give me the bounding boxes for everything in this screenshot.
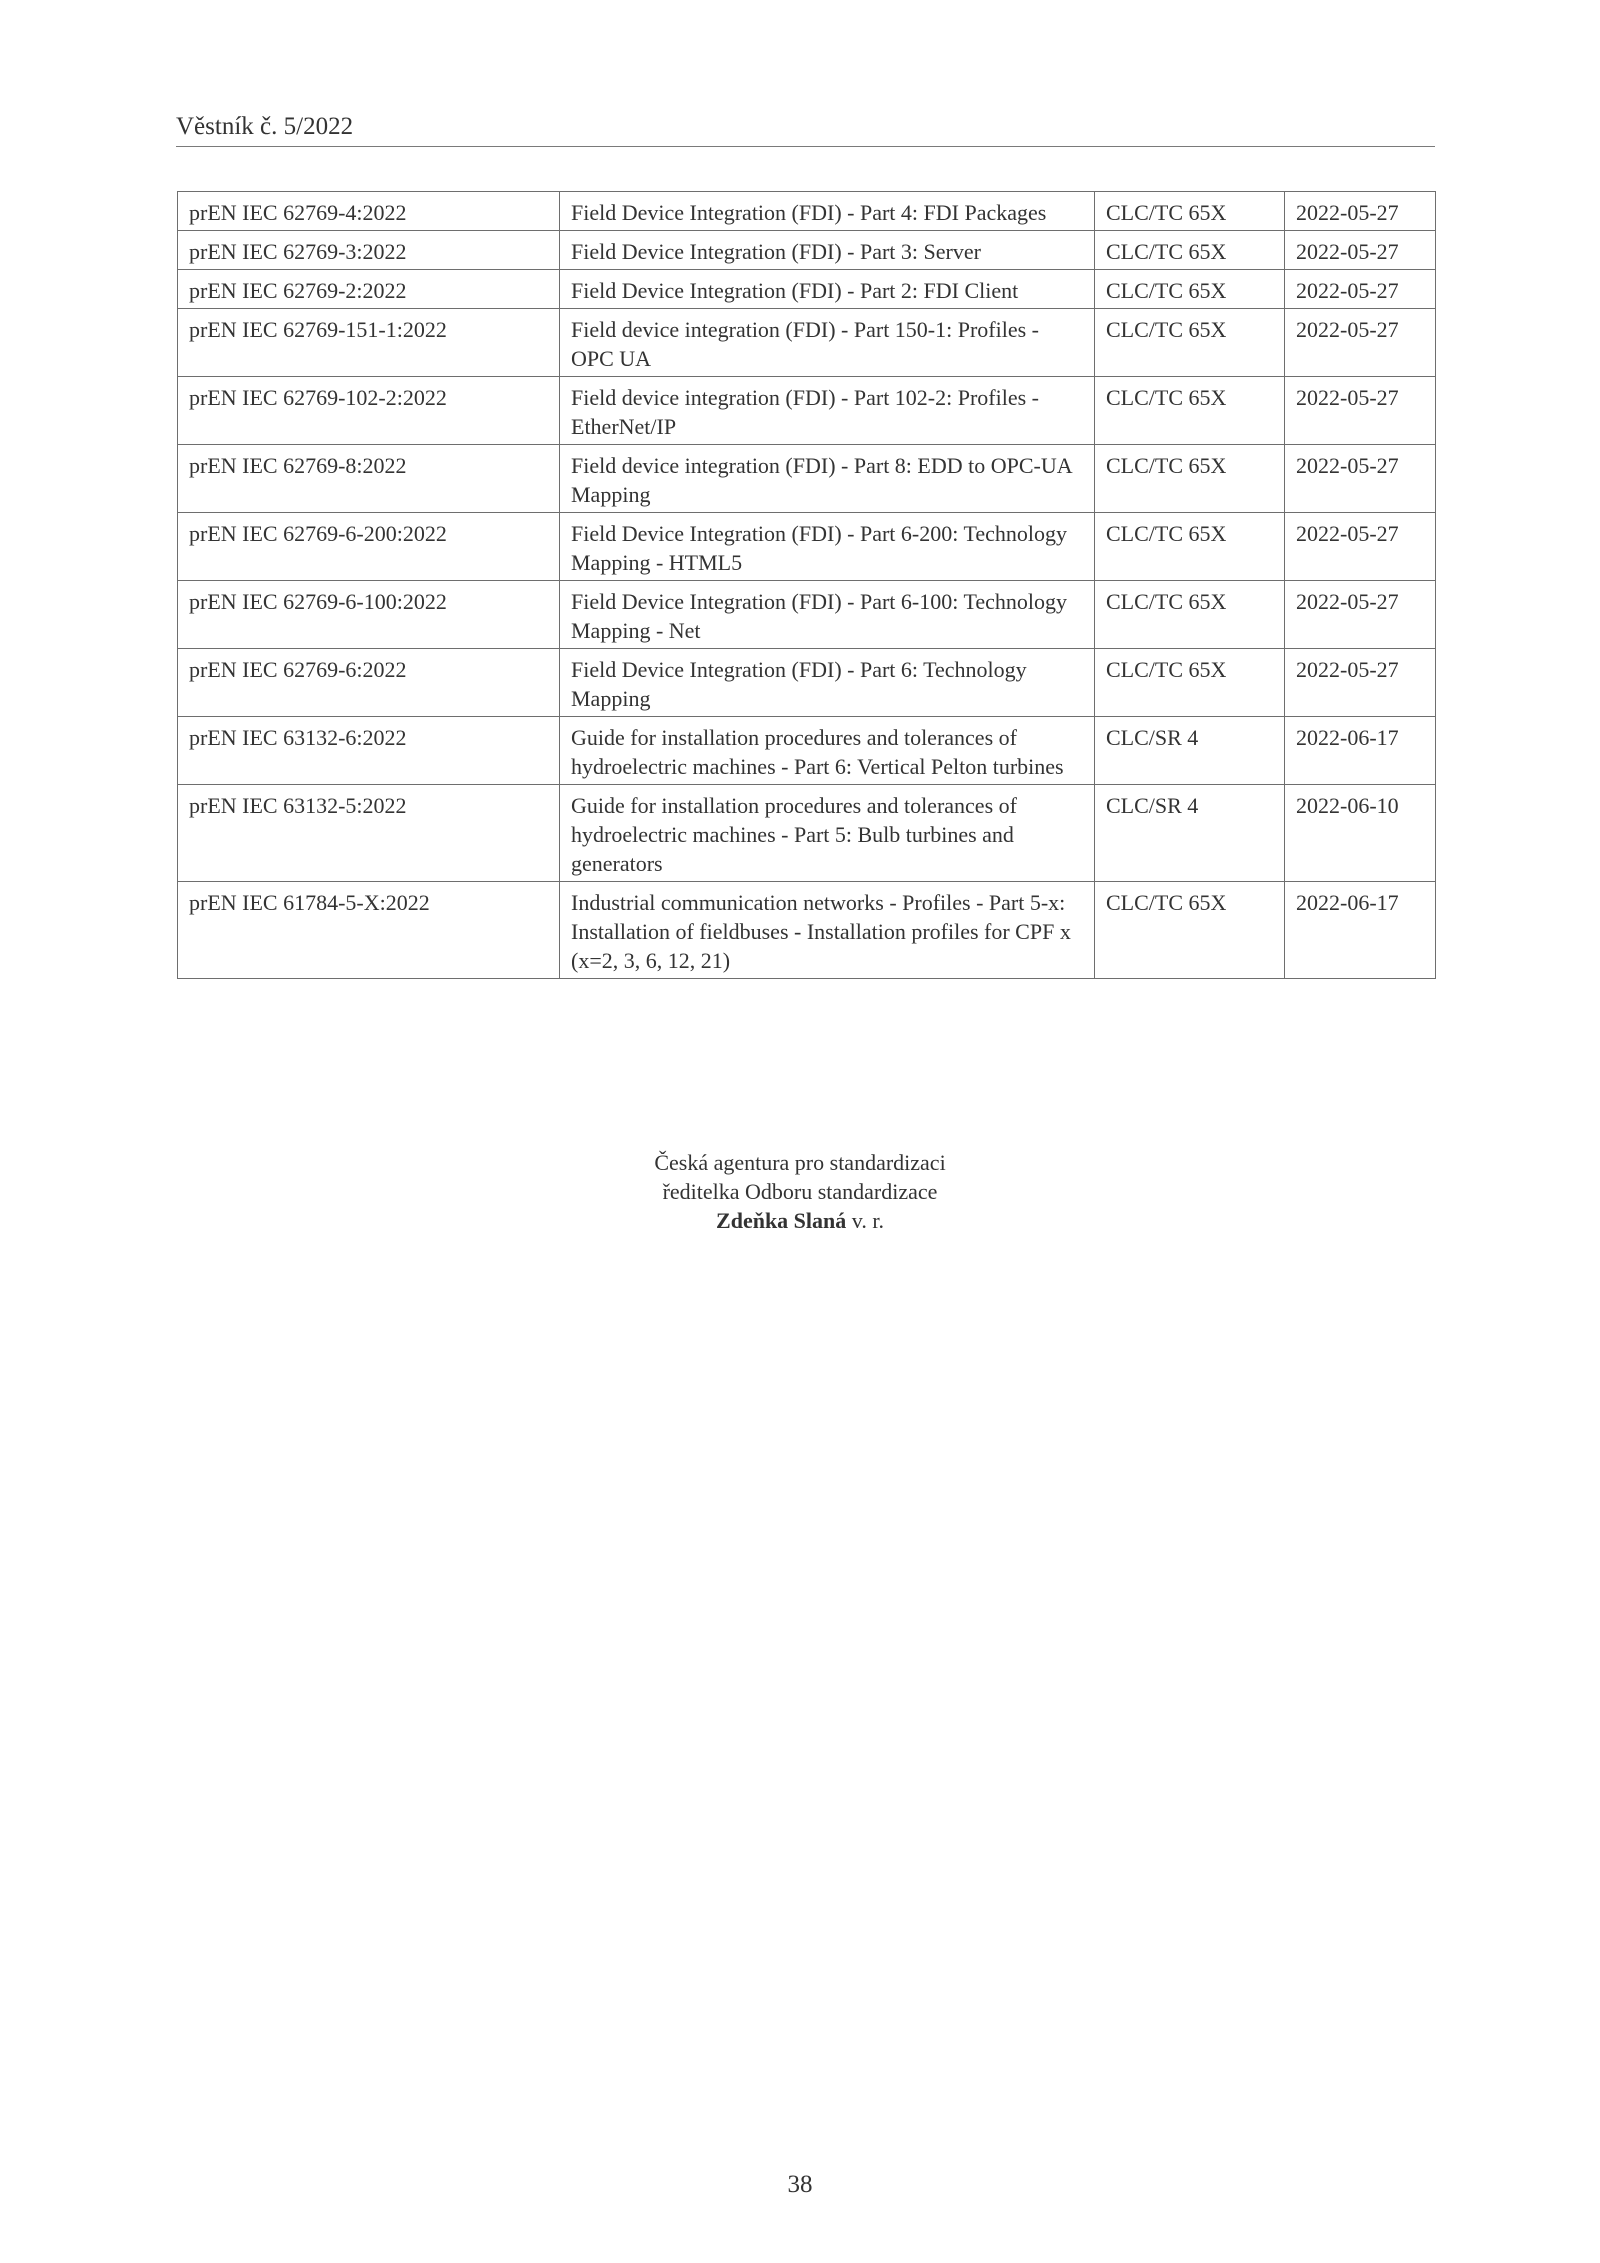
standard-title-cell: Field Device Integration (FDI) - Part 2: FDI Client bbox=[560, 270, 1095, 309]
standard-title-cell: Field device integration (FDI) - Part 150-1: Profiles - OPC UA bbox=[560, 309, 1095, 377]
table-row bbox=[178, 513, 1436, 581]
committee-cell: CLC/TC 65X bbox=[1095, 513, 1285, 581]
committee-cell: CLC/TC 65X bbox=[1095, 581, 1285, 649]
committee-cell: CLC/SR 4 bbox=[1095, 785, 1285, 882]
standard-title-cell: Field Device Integration (FDI) - Part 6: Technology Mapping bbox=[560, 649, 1095, 717]
standard-code-cell: prEN IEC 62769-2:2022 bbox=[178, 270, 560, 309]
signature-position: ředitelka Odboru standardizace bbox=[662, 1179, 938, 1204]
table-row bbox=[178, 785, 1436, 882]
table-row bbox=[178, 377, 1436, 445]
standard-code-cell: prEN IEC 62769-4:2022 bbox=[178, 192, 560, 231]
signature-agency: Česká agentura pro standardizaci bbox=[654, 1150, 946, 1175]
committee-cell: CLC/SR 4 bbox=[1095, 717, 1285, 785]
standard-title-cell: Industrial communication networks - Profiles - Part 5-x: Installation of fieldbuses - Installation profiles for CPF x (x=2, 3, 6, 12, 21) bbox=[560, 882, 1095, 979]
committee-cell: CLC/TC 65X bbox=[1095, 192, 1285, 231]
deadline-date-cell: 2022-05-27 bbox=[1285, 192, 1436, 231]
deadline-date-cell: 2022-06-10 bbox=[1285, 785, 1436, 882]
signature-name: Zdeňka Slaná bbox=[716, 1208, 847, 1233]
deadline-date-cell: 2022-06-17 bbox=[1285, 882, 1436, 979]
standard-code-cell: prEN IEC 61784-5-X:2022 bbox=[178, 882, 560, 979]
standard-code-cell: prEN IEC 62769-6-100:2022 bbox=[178, 581, 560, 649]
standard-code-cell: prEN IEC 62769-151-1:2022 bbox=[178, 309, 560, 377]
standards-table bbox=[177, 191, 1436, 979]
deadline-date-cell: 2022-05-27 bbox=[1285, 445, 1436, 513]
table-row bbox=[178, 445, 1436, 513]
standard-title-cell: Field Device Integration (FDI) - Part 6-200: Technology Mapping - HTML5 bbox=[560, 513, 1095, 581]
standard-title-cell: Field Device Integration (FDI) - Part 3: Server bbox=[560, 231, 1095, 270]
standard-code-cell: prEN IEC 62769-6-200:2022 bbox=[178, 513, 560, 581]
table-row bbox=[178, 192, 1436, 231]
page-number: 38 bbox=[787, 2171, 813, 2198]
standard-code-cell: prEN IEC 62769-3:2022 bbox=[178, 231, 560, 270]
standard-code-cell: prEN IEC 63132-5:2022 bbox=[178, 785, 560, 882]
deadline-date-cell: 2022-05-27 bbox=[1285, 649, 1436, 717]
standard-title-cell: Field Device Integration (FDI) - Part 4: FDI Packages bbox=[560, 192, 1095, 231]
standards-table-body bbox=[178, 192, 1436, 979]
deadline-date-cell: 2022-05-27 bbox=[1285, 581, 1436, 649]
committee-cell: CLC/TC 65X bbox=[1095, 377, 1285, 445]
table-row bbox=[178, 231, 1436, 270]
table-row bbox=[178, 882, 1436, 979]
standard-title-cell: Guide for installation procedures and tolerances of hydroelectric machines - Part 6: Vertical Pelton turbines bbox=[560, 717, 1095, 785]
standard-title-cell: Field Device Integration (FDI) - Part 6-100: Technology Mapping - Net bbox=[560, 581, 1095, 649]
table-row bbox=[178, 649, 1436, 717]
committee-cell: CLC/TC 65X bbox=[1095, 882, 1285, 979]
deadline-date-cell: 2022-06-17 bbox=[1285, 717, 1436, 785]
table-row bbox=[178, 309, 1436, 377]
table-row bbox=[178, 717, 1436, 785]
deadline-date-cell: 2022-05-27 bbox=[1285, 513, 1436, 581]
deadline-date-cell: 2022-05-27 bbox=[1285, 231, 1436, 270]
signature-line bbox=[0, 1206, 1600, 1235]
bulletin-title: Věstník č. 5/2022 bbox=[176, 113, 354, 140]
page-header bbox=[176, 112, 1435, 147]
standard-code-cell: prEN IEC 63132-6:2022 bbox=[178, 717, 560, 785]
table-row bbox=[178, 581, 1436, 649]
standard-title-cell: Field device integration (FDI) - Part 102-2: Profiles - EtherNet/IP bbox=[560, 377, 1095, 445]
standard-title-cell: Guide for installation procedures and tolerances of hydroelectric machines - Part 5: Bulb turbines and generators bbox=[560, 785, 1095, 882]
committee-cell: CLC/TC 65X bbox=[1095, 649, 1285, 717]
committee-cell: CLC/TC 65X bbox=[1095, 445, 1285, 513]
committee-cell: CLC/TC 65X bbox=[1095, 270, 1285, 309]
standard-title-cell: Field device integration (FDI) - Part 8: EDD to OPC-UA Mapping bbox=[560, 445, 1095, 513]
deadline-date-cell: 2022-05-27 bbox=[1285, 270, 1436, 309]
standard-code-cell: prEN IEC 62769-6:2022 bbox=[178, 649, 560, 717]
deadline-date-cell: 2022-05-27 bbox=[1285, 377, 1436, 445]
committee-cell: CLC/TC 65X bbox=[1095, 309, 1285, 377]
signature-suffix: v. r. bbox=[851, 1208, 884, 1233]
deadline-date-cell: 2022-05-27 bbox=[1285, 309, 1436, 377]
standard-code-cell: prEN IEC 62769-8:2022 bbox=[178, 445, 560, 513]
table-row bbox=[178, 270, 1436, 309]
standard-code-cell: prEN IEC 62769-102-2:2022 bbox=[178, 377, 560, 445]
committee-cell: CLC/TC 65X bbox=[1095, 231, 1285, 270]
signature-block bbox=[0, 1148, 1600, 1235]
